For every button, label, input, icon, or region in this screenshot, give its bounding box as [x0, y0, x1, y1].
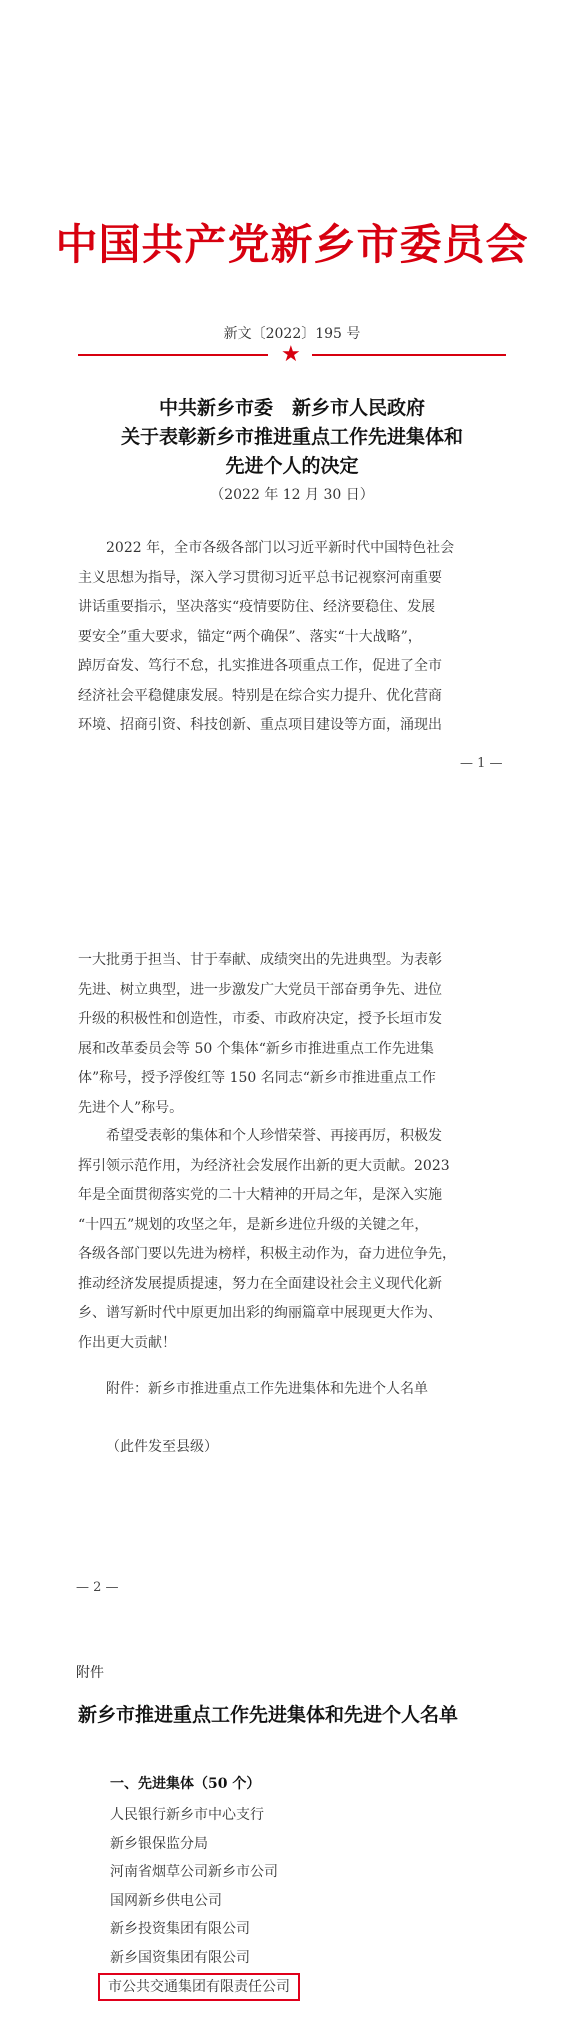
body-line: 先进个人”称号。 [78, 1099, 184, 1116]
list-item: 人民银行新乡市中心支行 [110, 1807, 264, 1823]
decision-date: （2022 年 12 月 30 日） [210, 487, 374, 503]
list-item: 新乡国资集团有限公司 [110, 1949, 250, 1966]
document-number: 新文〔2022〕195 号 [223, 326, 361, 342]
list-title: 新乡市推进重点工作先进集体和先进个人名单 [78, 1704, 459, 1726]
page-number-2: — 2 — [76, 1580, 119, 1595]
body-line: 乡、谱写新时代中原更加出彩的绚丽篇章中展现更大作为、 [78, 1305, 442, 1321]
body-line: 主义思想为指导，深入学习贯彻习近平总书记视察河南重要 [78, 569, 442, 586]
list-item: 河南省烟草公司新乡市公司 [110, 1864, 278, 1881]
decision-title-line-3: 先进个人的决定 [225, 455, 359, 477]
section-title: 一、先进集体（50 个） [110, 1776, 261, 1792]
left-red-rule [78, 354, 268, 356]
collective-list [110, 1801, 298, 1999]
body-line: “十四五”规划的攻坚之年，是新乡进位升级的关键之年， [78, 1216, 429, 1233]
page1-body [78, 534, 510, 741]
body-line: 挥引领示范作用，为经济社会发展作出新的更大贡献。2023 [78, 1157, 450, 1174]
page-number-1: — 1 — [460, 756, 503, 771]
body-line: 一大批勇于担当、甘于奉献、成绩突出的先进典型。为表彰 [78, 952, 442, 968]
attachment-note: 附件：新乡市推进重点工作先进集体和先进个人名单 [106, 1381, 428, 1397]
body-line: 各级各部门要以先进为榜样，积极主动作为，奋力进位争先， [78, 1246, 456, 1262]
decision-title-line-1: 中共新乡市委 新乡市人民政府 [158, 397, 425, 419]
body-line: 经济社会平稳健康发展。特别是在综合实力提升、优化营商 [78, 687, 442, 704]
body-line: 要安全”重大要求，锚定“两个确保”、落实“十大战略”， [78, 628, 422, 645]
distribution-note: （此件发至县级） [106, 1439, 218, 1455]
body-line: 踔厉奋发、笃行不怠，扎实推进各项重点工作，促进了全市 [78, 658, 442, 674]
body-line: 推动经济发展提质提速，努力在全面建设社会主义现代化新 [78, 1275, 442, 1292]
right-red-rule [312, 354, 506, 356]
body-line: 展和改革委员会等 50 个集体“新乡市推进重点工作先进集 [78, 1040, 434, 1057]
body-line: 年是全面贯彻落实党的二十大精神的开局之年，是深入实施 [78, 1187, 442, 1203]
body-line: 希望受表彰的集体和个人珍惜荣誉、再接再厉，积极发 [78, 1128, 442, 1144]
body-line: 升级的积极性和创造性，市委、市政府决定，授予长垣市发 [78, 1011, 442, 1027]
page2-paragraph-1 [78, 946, 510, 1123]
list-item: 新乡银保监分局 [110, 1835, 208, 1852]
highlighted-list-item: 市公共交通集团有限责任公司 [100, 1975, 298, 1999]
attachment-label: 附件 [76, 1665, 104, 1681]
body-line: 2022 年，全市各级各部门以习近平新时代中国特色社会 [78, 540, 455, 556]
body-line: 环境、招商引资、科技创新、重点项目建设等方面，涌现出 [78, 717, 442, 733]
decision-title-line-2: 关于表彰新乡市推进重点工作先进集体和 [120, 426, 463, 448]
body-line: 体”称号，授予浮俊红等 150 名同志“新乡市推进重点工作 [78, 1070, 436, 1086]
page2-paragraph-2 [78, 1122, 510, 1358]
list-item: 新乡投资集团有限公司 [110, 1921, 250, 1938]
body-line: 先进、树立典型，进一步激发广大党员干部奋勇争先、进位 [78, 981, 442, 998]
issuer-letterhead: 中国共产党新乡市委员会 [55, 220, 529, 269]
red-star-icon: ★ [281, 342, 301, 367]
body-line: 作出更大贡献！ [78, 1334, 176, 1351]
list-item: 国网新乡供电公司 [110, 1892, 222, 1909]
body-line: 讲话重要指示，坚决落实“疫情要防住、经济要稳住、发展 [78, 599, 436, 615]
